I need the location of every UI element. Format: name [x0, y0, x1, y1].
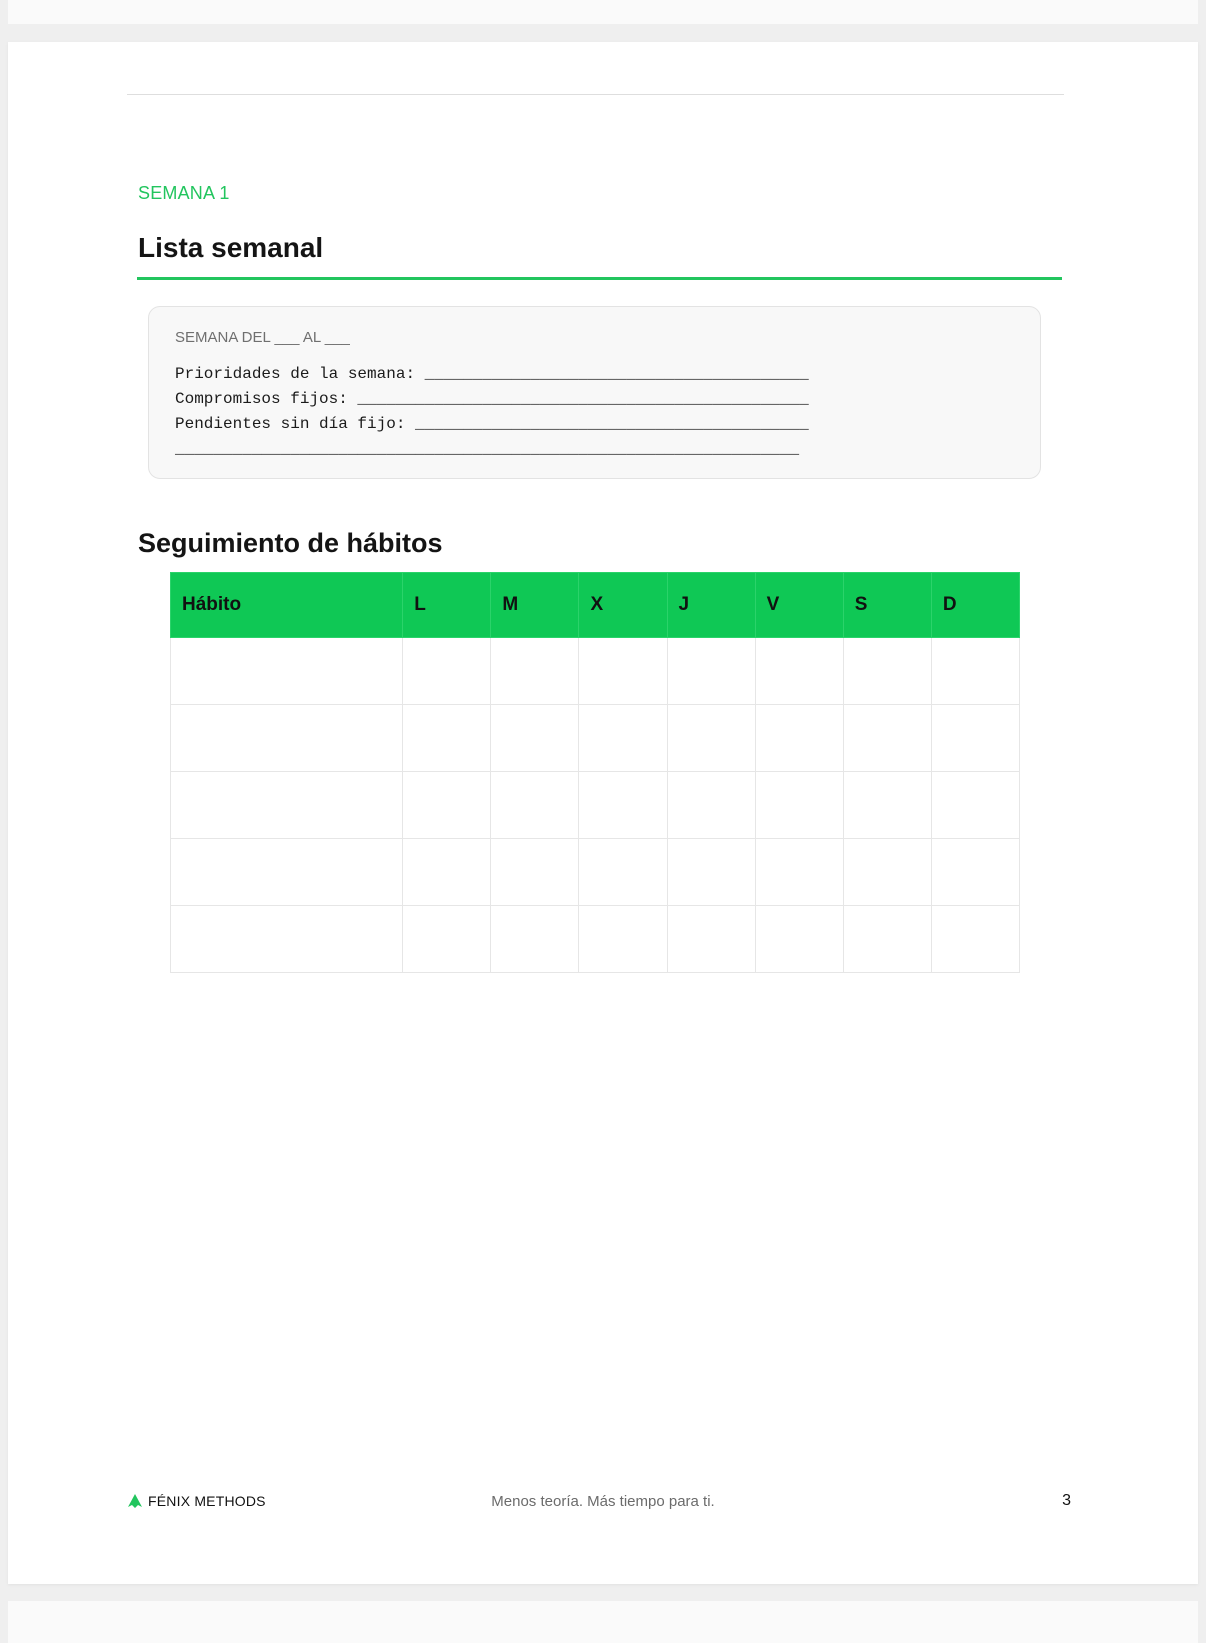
day-cell[interactable]: [403, 638, 491, 705]
pending-tasks-field[interactable]: Pendientes sin día fijo: _________________________________________: [175, 415, 809, 433]
day-cell[interactable]: [491, 772, 579, 839]
habit-name-cell[interactable]: [171, 906, 403, 973]
header-rule: [127, 94, 1064, 95]
day-cell[interactable]: [491, 705, 579, 772]
table-row: [171, 705, 1020, 772]
day-cell[interactable]: [755, 638, 843, 705]
title-underline: [137, 277, 1062, 280]
day-cell[interactable]: [843, 906, 931, 973]
column-header-friday: V: [755, 573, 843, 638]
day-cell[interactable]: [579, 705, 667, 772]
column-header-tuesday: M: [491, 573, 579, 638]
day-cell[interactable]: [755, 772, 843, 839]
habit-name-cell[interactable]: [171, 705, 403, 772]
day-cell[interactable]: [403, 906, 491, 973]
day-cell[interactable]: [931, 705, 1019, 772]
day-cell[interactable]: [403, 839, 491, 906]
day-cell[interactable]: [491, 906, 579, 973]
extra-notes-field[interactable]: _________________________________________________________________: [175, 440, 800, 458]
day-cell[interactable]: [931, 638, 1019, 705]
fixed-commitments-field[interactable]: Compromisos fijos: _______________________________________________: [175, 390, 809, 408]
table-row: [171, 772, 1020, 839]
day-cell[interactable]: [931, 906, 1019, 973]
table-row: [171, 638, 1020, 705]
table-header-row: [171, 573, 1020, 638]
column-header-saturday: S: [843, 573, 931, 638]
week-fields: [175, 362, 809, 462]
habit-name-cell[interactable]: [171, 772, 403, 839]
day-cell[interactable]: [491, 638, 579, 705]
day-cell[interactable]: [491, 839, 579, 906]
day-cell[interactable]: [667, 839, 755, 906]
column-header-monday: L: [403, 573, 491, 638]
day-cell[interactable]: [931, 772, 1019, 839]
next-page-edge: [8, 1601, 1198, 1643]
habit-name-cell[interactable]: [171, 638, 403, 705]
week-card: [148, 306, 1041, 479]
table-row: [171, 906, 1020, 973]
day-cell[interactable]: [579, 638, 667, 705]
column-header-wednesday: X: [579, 573, 667, 638]
day-cell[interactable]: [579, 906, 667, 973]
day-cell[interactable]: [667, 705, 755, 772]
habit-rows: [171, 638, 1020, 973]
day-cell[interactable]: [755, 839, 843, 906]
day-cell[interactable]: [579, 839, 667, 906]
day-cell[interactable]: [579, 772, 667, 839]
day-cell[interactable]: [755, 906, 843, 973]
priorities-field[interactable]: Prioridades de la semana: ________________________________________: [175, 365, 809, 383]
week-range-label: SEMANA DEL ___ AL ___: [175, 329, 350, 346]
day-cell[interactable]: [843, 839, 931, 906]
habit-name-cell[interactable]: [171, 839, 403, 906]
habit-tracker-table: [170, 572, 1020, 973]
day-cell[interactable]: [931, 839, 1019, 906]
column-header-habit: Hábito: [171, 573, 403, 638]
habits-section-title: Seguimiento de hábitos: [138, 528, 443, 558]
day-cell[interactable]: [843, 705, 931, 772]
day-cell[interactable]: [755, 705, 843, 772]
previous-page-edge: [8, 0, 1198, 24]
day-cell[interactable]: [403, 705, 491, 772]
day-cell[interactable]: [843, 772, 931, 839]
day-cell[interactable]: [843, 638, 931, 705]
column-header-thursday: J: [667, 573, 755, 638]
page-number: 3: [1062, 1492, 1071, 1509]
day-cell[interactable]: [667, 906, 755, 973]
column-header-sunday: D: [931, 573, 1019, 638]
footer-tagline: Menos teoría. Más tiempo para ti.: [491, 1493, 715, 1510]
table-row: [171, 839, 1020, 906]
page-title: Lista semanal: [138, 232, 324, 263]
day-cell[interactable]: [667, 772, 755, 839]
section-kicker: SEMANA 1: [138, 183, 230, 203]
day-cell[interactable]: [667, 638, 755, 705]
day-cell[interactable]: [403, 772, 491, 839]
brand-name: FÉNIX METHODS: [148, 1493, 266, 1509]
